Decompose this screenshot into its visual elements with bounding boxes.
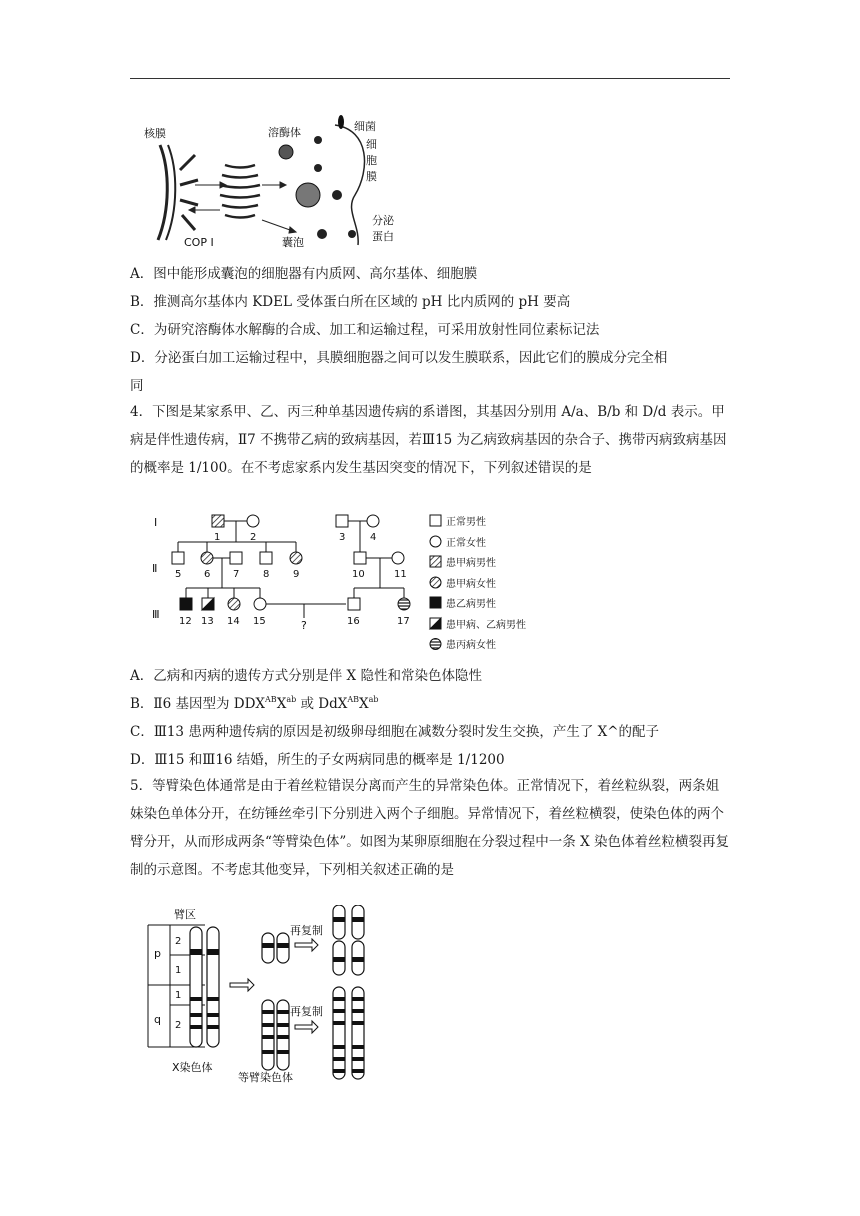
q3-option-b[interactable]: B．推测高尔基体内 KDEL 受体蛋白所在区域的 pH 比内质网的 pH 要高 (130, 294, 571, 310)
region-q1: 1 (175, 990, 182, 1001)
gen-3-label: Ⅲ (152, 608, 160, 621)
header-rule (130, 78, 730, 79)
q3-option-a[interactable]: A．图中能形成囊泡的细胞器有内质网、高尔基体、细胞膜 (130, 266, 478, 282)
x-chromosome-label: X染色体 (172, 1061, 213, 1074)
region-p1: 1 (175, 965, 182, 976)
q4-option-b[interactable]: B．Ⅱ6 基因型为 $DDX^{AB}X^{ab}$ 或 $DdX^{AB}X^{ab}$ (130, 695, 379, 712)
id-9: 9 (293, 569, 300, 580)
isochromosome-figure (130, 905, 390, 1085)
legend-b-male: 患乙病男性 (446, 599, 496, 610)
label-bacterium: 细菌 (354, 120, 376, 133)
label-nuclear-membrane: 核膜 (144, 127, 166, 140)
id-12: 12 (179, 616, 192, 627)
q4-option-a[interactable]: A．乙病和丙病的遗传方式分别是伴 X 隐性和常染色体隐性 (130, 668, 482, 684)
legend-c-female: 患丙病女性 (446, 640, 496, 650)
id-1: 1 (214, 532, 221, 543)
id-5: 5 (175, 569, 182, 580)
arm-header: 臂区 (174, 908, 196, 921)
id-11: 11 (394, 569, 407, 580)
vesicle-transport-figure (140, 110, 410, 255)
id-16: 16 (347, 616, 360, 627)
arm-p: p (154, 947, 161, 960)
id-17: 17 (397, 616, 410, 627)
region-p2: 2 (175, 936, 182, 947)
replicate-label-2: 再复制 (290, 1005, 323, 1018)
legend-a-female: 患甲病女性 (446, 579, 496, 590)
q4-option-d[interactable]: D．Ⅲ15 和Ⅲ16 结婚，所生的子女两病同患的概率是 1/1200 (130, 752, 505, 768)
label-cell-membrane-1: 细 (366, 138, 377, 151)
region-q2: 2 (175, 1020, 182, 1031)
label-lysosome: 溶酶体 (268, 126, 301, 139)
label-secretory-1: 分泌 (372, 214, 394, 227)
arm-q: q (154, 1013, 161, 1026)
q3-option-d[interactable]: D．分泌蛋白加工运输过程中，具膜细胞器之间可以发生膜联系，因此它们的膜成分完全相 (130, 350, 668, 366)
replicate-label-1: 再复制 (290, 924, 323, 937)
q3-option-c[interactable]: C．为研究溶酶体水解酶的合成、加工和运输过程，可采用放射性同位素标记法 (130, 322, 600, 338)
legend-normal-female: 正常女性 (446, 538, 486, 549)
id-6: 6 (204, 569, 211, 580)
id-14: 14 (227, 616, 240, 627)
label-cell-membrane-3: 膜 (366, 170, 377, 183)
isochromosome-label: 等臂染色体 (238, 1071, 293, 1084)
pedigree-chart (150, 512, 560, 650)
legend-ab-male: 患甲病、乙病男性 (446, 620, 526, 631)
id-7: 7 (233, 569, 240, 580)
gen-1-label: Ⅰ (154, 516, 158, 529)
legend-normal-male: 正常男性 (446, 517, 486, 528)
id-15: 15 (253, 616, 266, 627)
id-8: 8 (263, 569, 270, 580)
q3-option-d-cont: 同 (130, 378, 144, 394)
q4-stem: 4．下图是某家系甲、乙、丙三种单基因遗传病的系谱图，其基因分别用 A/a、B/b 和 D/d 表示。甲病是伴性遗传病，Ⅱ7 不携带乙病的致病基因，若Ⅲ15 为乙病致病基因的杂合子、携带丙病致病基因的概率是 1/100。在不考虑家系内发生基因突变的情况下，下列叙述错误的是 (130, 404, 727, 476)
label-cell-membrane-2: 胞 (366, 154, 377, 167)
id-10: 10 (352, 569, 365, 580)
id-4: 4 (370, 532, 377, 543)
legend-a-male: 患甲病男性 (446, 558, 496, 569)
label-secretory-2: 蛋白 (372, 230, 394, 243)
label-copi: COP I (184, 236, 214, 249)
q5-stem: 5．等臂染色体通常是由于着丝粒错误分离而产生的异常染色体。正常情况下，着丝粒纵裂，两条姐妹染色单体分开，在纺锤丝牵引下分别进入两个子细胞。异常情况下，着丝粒横裂，使染色体的两个臂分开，从而形成两条“等臂染色体”。如图为某卵原细胞在分裂过程中一条 X 染色体着丝粒横裂再复制的示意图。不考虑其他变异，下列相关叙述正确的是 (130, 778, 729, 878)
id-13: 13 (201, 616, 214, 627)
label-vesicle: 囊泡 (282, 236, 304, 249)
id-2: 2 (250, 532, 257, 543)
q4-option-c[interactable]: C．Ⅲ13 患两种遗传病的原因是初级卵母细胞在减数分裂时发生交换，产生了 X^的配子 (130, 724, 660, 740)
unknown-child: ? (301, 619, 307, 632)
id-3: 3 (339, 532, 346, 543)
gen-2-label: Ⅱ (152, 562, 158, 575)
